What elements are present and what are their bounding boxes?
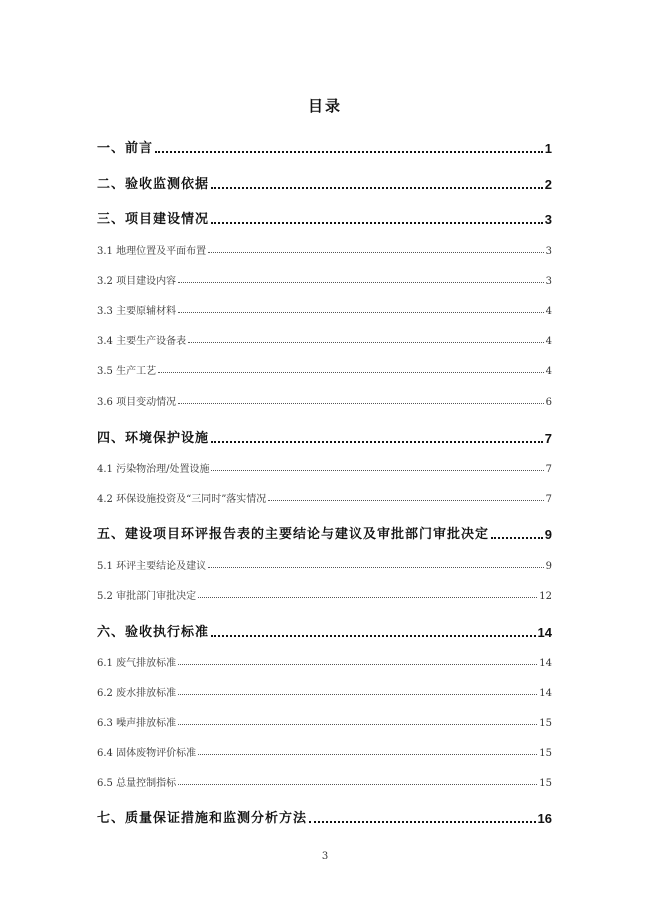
dot-leader bbox=[309, 820, 536, 823]
toc-entry-page: 9 bbox=[545, 561, 552, 572]
dot-leader bbox=[198, 596, 537, 598]
toc-entry-1[interactable] bbox=[97, 137, 552, 156]
toc-entry-label: 五、建设项目环评报告表的主要结论与建议及审批部门审批决定 bbox=[97, 527, 490, 542]
dot-leader bbox=[198, 753, 537, 755]
dot-leader bbox=[178, 783, 537, 785]
dot-leader bbox=[155, 150, 543, 153]
toc-entry-page: 15 bbox=[539, 778, 552, 789]
toc-entry-label: 6.1 废气排放标准 bbox=[97, 658, 177, 669]
toc-entry-label: 5.2 审批部门审批决定 bbox=[97, 591, 197, 602]
dot-leader bbox=[188, 341, 544, 343]
dot-leader bbox=[211, 469, 543, 471]
toc-entry-page: 4 bbox=[545, 336, 552, 347]
dot-leader bbox=[178, 281, 544, 283]
toc-entry-6-4[interactable] bbox=[97, 744, 552, 759]
toc-entry-page: 7 bbox=[545, 494, 552, 505]
toc-entry-6-5[interactable] bbox=[97, 774, 552, 789]
toc-entry-label: 3.1 地理位置及平面布置 bbox=[97, 246, 207, 257]
toc-entry-page: 16 bbox=[537, 811, 552, 826]
toc-entry-label: 一、前言 bbox=[97, 141, 154, 156]
toc-entry-page: 7 bbox=[545, 464, 552, 475]
toc-entry-3-3[interactable] bbox=[97, 302, 552, 317]
toc-entry-3[interactable] bbox=[97, 208, 552, 227]
dot-leader bbox=[491, 536, 543, 539]
toc-entry-label: 二、验收监测依据 bbox=[97, 177, 210, 192]
toc-entry-page: 4 bbox=[545, 366, 552, 377]
toc-entry-label: 六、验收执行标准 bbox=[97, 625, 210, 640]
toc-entry-page: 14 bbox=[537, 625, 552, 640]
dot-leader bbox=[178, 693, 537, 695]
toc-entry-page: 14 bbox=[539, 658, 552, 669]
toc-entry-page: 9 bbox=[544, 527, 552, 542]
toc-entry-page: 1 bbox=[544, 141, 552, 156]
toc-entry-label: 七、质量保证措施和监测分析方法 bbox=[97, 811, 308, 826]
toc-entry-label: 6.3 噪声排放标准 bbox=[97, 718, 177, 729]
toc-entry-2[interactable] bbox=[97, 173, 552, 192]
toc-entry-label: 5.1 环评主要结论及建议 bbox=[97, 561, 207, 572]
dot-leader bbox=[178, 402, 544, 404]
dot-leader bbox=[178, 311, 544, 313]
toc-entry-page: 7 bbox=[544, 431, 552, 446]
toc-entry-label: 6.2 废水排放标准 bbox=[97, 688, 177, 699]
toc-entry-label: 6.5 总量控制指标 bbox=[97, 778, 177, 789]
page-number: 3 bbox=[321, 851, 329, 862]
toc-entry-label: 3.4 主要生产设备表 bbox=[97, 336, 187, 347]
dot-leader bbox=[208, 566, 544, 568]
dot-leader bbox=[158, 371, 544, 373]
toc-entry-3-5[interactable] bbox=[97, 362, 552, 377]
toc-entry-4-1[interactable] bbox=[97, 460, 552, 475]
toc-entry-6-3[interactable] bbox=[97, 714, 552, 729]
toc-entry-page: 15 bbox=[539, 748, 552, 759]
toc-entry-6[interactable] bbox=[97, 621, 552, 640]
toc-entry-label: 6.4 固体废物评价标准 bbox=[97, 748, 197, 759]
toc-entry-label: 三、项目建设情况 bbox=[97, 212, 210, 227]
dot-leader bbox=[211, 221, 543, 224]
dot-leader bbox=[178, 723, 537, 725]
toc-entry-6-1[interactable] bbox=[97, 654, 552, 669]
toc-entry-page: 3 bbox=[545, 276, 552, 287]
toc-entry-label: 4.1 污染物治理/处置设施 bbox=[97, 464, 210, 475]
toc-entry-6-2[interactable] bbox=[97, 684, 552, 699]
toc-entry-page: 15 bbox=[539, 718, 552, 729]
toc-entry-page: 3 bbox=[545, 246, 552, 257]
toc-entry-label: 3.3 主要原辅材料 bbox=[97, 306, 177, 317]
toc-entry-3-6[interactable] bbox=[97, 393, 552, 408]
toc-entry-page: 4 bbox=[545, 306, 552, 317]
toc-entry-label: 3.6 项目变动情况 bbox=[97, 397, 177, 408]
toc-entry-label: 3.2 项目建设内容 bbox=[97, 276, 177, 287]
dot-leader bbox=[178, 663, 537, 665]
toc-title: 目录 bbox=[307, 97, 342, 115]
toc-entry-page: 6 bbox=[545, 397, 552, 408]
toc-entry-label: 四、环境保护设施 bbox=[97, 431, 210, 446]
toc-entry-page: 2 bbox=[544, 177, 552, 192]
dot-leader bbox=[268, 499, 543, 501]
toc-entry-5[interactable] bbox=[97, 523, 552, 542]
toc-entry-page: 14 bbox=[539, 688, 552, 699]
toc-entry-3-1[interactable] bbox=[97, 242, 552, 257]
toc-entry-page: 12 bbox=[539, 591, 552, 602]
toc-entry-3-2[interactable] bbox=[97, 272, 552, 287]
toc-entry-4[interactable] bbox=[97, 427, 552, 446]
toc-entry-5-1[interactable] bbox=[97, 557, 552, 572]
dot-leader bbox=[211, 186, 543, 189]
toc-entry-page: 3 bbox=[544, 212, 552, 227]
toc-entry-3-4[interactable] bbox=[97, 332, 552, 347]
toc-entry-7[interactable] bbox=[97, 807, 552, 826]
dot-leader bbox=[211, 634, 536, 637]
toc-entry-5-2[interactable] bbox=[97, 587, 552, 602]
toc-entry-label: 4.2 环保设施投资及“三同时”落实情况 bbox=[97, 494, 267, 505]
dot-leader bbox=[211, 440, 543, 443]
dot-leader bbox=[208, 251, 544, 253]
toc-entry-label: 3.5 生产工艺 bbox=[97, 366, 157, 377]
toc-entry-4-2[interactable] bbox=[97, 490, 552, 505]
